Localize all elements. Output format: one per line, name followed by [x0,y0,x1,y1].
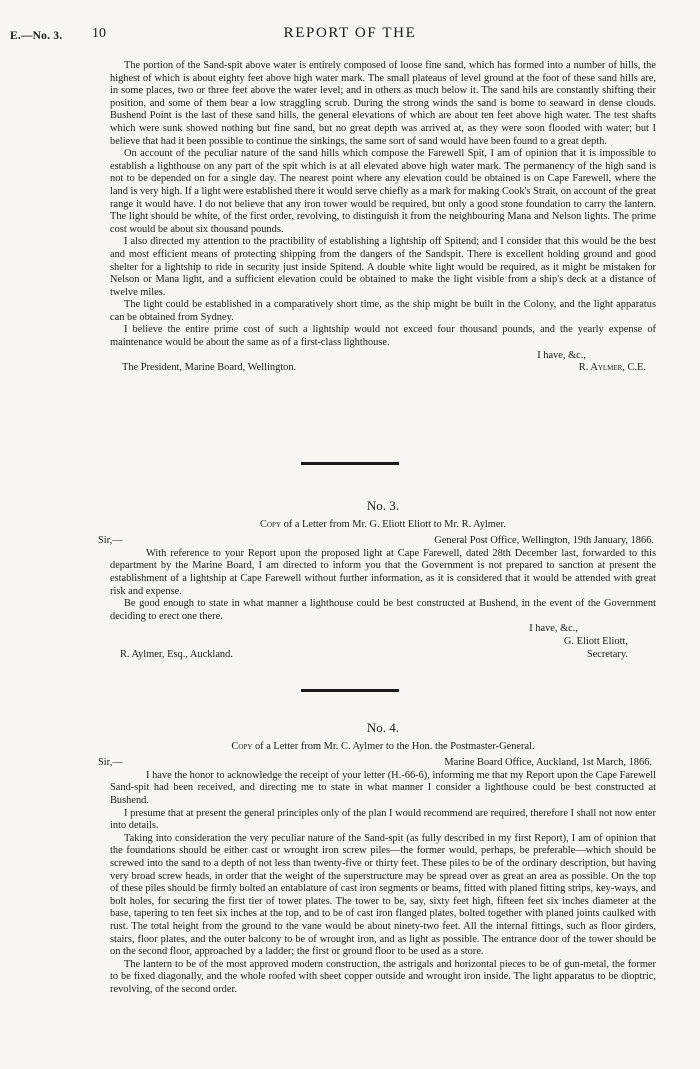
report-continuation [110,60,656,375]
paragraph: On account of the peculiar nature of the sand hills which compose the Farewell Spit, I am of opinion that it is impossible to establish a lighthouse on any part of the spit which is at all elevated above high water mark. The permanency of the high sand is not to be depended on for a single day. The nearest point where any elevation could be obtained is on Cape Farewell, where the land is very high. If a light were established there it would serve chiefly as a mark for making Cook's Strait, on account of the great range it would have. I do not believe that any iron tower would be required, but only a good stone foundation to carry the lantern. The light should be white, of the first order, revolving, to distinguish it from the neighbouring Mana and Nelson lights. The prime cost would be about six thousand pounds. [110,148,656,235]
copy-label: Copy [231,740,253,752]
salutation: Sir,— [98,535,123,547]
signature-row [110,649,656,662]
sender-address: General Post Office, Wellington, 19th January, 1866. [434,535,654,547]
paragraph: Taking into consideration the very peculiar nature of the Sand-spit (as fully described in my first Report), I am of opinion that the foundations should be either cast or wrought iron screw piles—the former would, perhaps, be preferable—which should be screwed into the sand to a depth of not less than twenty-five or thirty feet. These piles to be of the ordinary description, but having very broad screw heads, in order that the weight of the superstructure may be spread over as great an area as possible. On the top of these piles should be firmly bolted an entablature of cast iron segments or beams, fitted with planed fitting strips, key-ways, and bolt holes, for securing the first tier of tower plates. The tower to be, say, sixty feet high, fifteen feet six inches diameter at the base, tapering to ten feet six inches at the top, and to be of cast iron flanged plates, bolted together with planed joints caulked with rust. The total height from the ground to the vane would be about ninety-two feet. All the internal fittings, such as floor girders, stairs, floor plates, and the outer balcony to be of wrought iron, and as light as possible. The entrance door of the tower should be on the second floor, approached by a ladder; the first or ground floor to be used as a store. [110,832,656,958]
letter-no-3 [98,498,656,661]
closing: I have, &c., [529,623,578,635]
signature: G. Eliott Eliott, [563,635,628,647]
document-code: E.—No. 3. [10,30,63,42]
signature-row [110,362,656,375]
sender-address: Marine Board Office, Auckland, 1st March, 1866. [444,757,652,769]
salutation-row [98,535,656,548]
paragraph: I have the honor to acknowledge the receipt of your letter (H.-66-6), informing me that my Report upon the Cape Farewell Sand-spit had been received, and directing me to state in what manner I consider a lighthouse could be best constructed at Bushend. [110,769,656,806]
salutation-row [98,757,656,770]
signature: R. Aylmer, C.E. [578,362,646,374]
letter-heading [110,741,656,754]
section-divider [301,462,399,465]
section-divider [301,689,399,692]
paragraph: The lantern to be of the most approved modern construction, the astrigals and horizontal pieces to be of gun-metal, the former to be fixed diagonally, and the whole roofed with sheet copper outside and wrought iron inside. The light apparatus to be dioptric, revolving, of the second order. [110,958,656,995]
paragraph: The portion of the Sand-spit above water is entirely composed of loose fine sand, which has formed into a number of hills, the highest of which is about eighty feet above high water mark. The small plateaus of level ground at the foot of these sand hills are, in some places, two or three feet above the water level; and in others as much below it. The sand hils are constantly shifting their position, and some of them bear a low straggling scrub. During the strong winds the sand is borne to seaward in dense clouds. Bushend Point is the last of these sand hills, the general elevations of which are about ten feet above high water. The test shafts which were sunk showed nothing but fine sand, but no great depth was arrived at, as they were soon flooded with water; but I believe that had it been possible to continue the sinkings, the same sort of sand would have been found to a great depth. [110,60,656,147]
letter-heading-text: of a Letter from Mr. C. Aylmer to the Hon. the Postmaster-General. [254,740,535,752]
paragraph: I believe the entire prime cost of such a lightship would not exceed four thousand pounds, and the yearly expense of maintenance would be about the same as of a first-class lighthouse. [110,324,656,349]
salutation: Sir,— [98,757,123,769]
page-number: 10 [92,26,106,41]
paragraph: The light could be established in a comparatively short time, as the ship might be built in the Colony, and the light apparatus can be obtained from Sydney. [110,299,656,323]
letter-heading [110,519,656,532]
section-number: No. 3. [366,498,400,513]
paragraph: Be good enough to state in what manner a lighthouse could be best constructed at Bushend, in the event of the Government deciding to erect one there. [110,598,656,622]
section-number: No. 4. [366,720,400,735]
closing: I have, &c., [537,349,586,361]
paragraph: I presume that at present the general principles only of the plan I would recommend are required, therefore I shall not now enter into details. [110,807,656,832]
page-title: REPORT OF THE [283,25,417,41]
page-header [0,22,700,42]
paragraph: With reference to your Report upon the proposed light at Cape Farewell, dated 28th December last, forwarded to this department by the Marine Board, I am directed to inform you that the Government is not prepared to sanction at present the establishment of a lightship at Cape Farewell without further information, as it is considered that it would be attended with great risk and expense. [110,547,656,597]
letter-no-4 [98,720,656,996]
addressee: R. Aylmer, Esq., Auckland. [120,648,233,660]
letter-heading-text: of a Letter from Mr. G. Eliott Eliott to Mr. R. Aylmer. [283,518,506,530]
signatory-title: Secretary. [586,648,628,660]
paragraph: I also directed my attention to the practibility of establishing a lightship off Spitend; and I consider that this would be the best and most efficient means of protecting shipping from the dangers of the Sandspit. There is excellent holding ground and good shelter for a lightship to ride in security just inside Spitend. A double white light would be required, as it might be mistaken for Nelson or Mana light, and a sufficient elevation could be obtained to make the light visible from a ship's deck at a distance of twelve miles. [110,236,656,298]
copy-label: Copy [260,518,281,530]
addressee: The President, Marine Board, Wellington. [122,362,297,374]
